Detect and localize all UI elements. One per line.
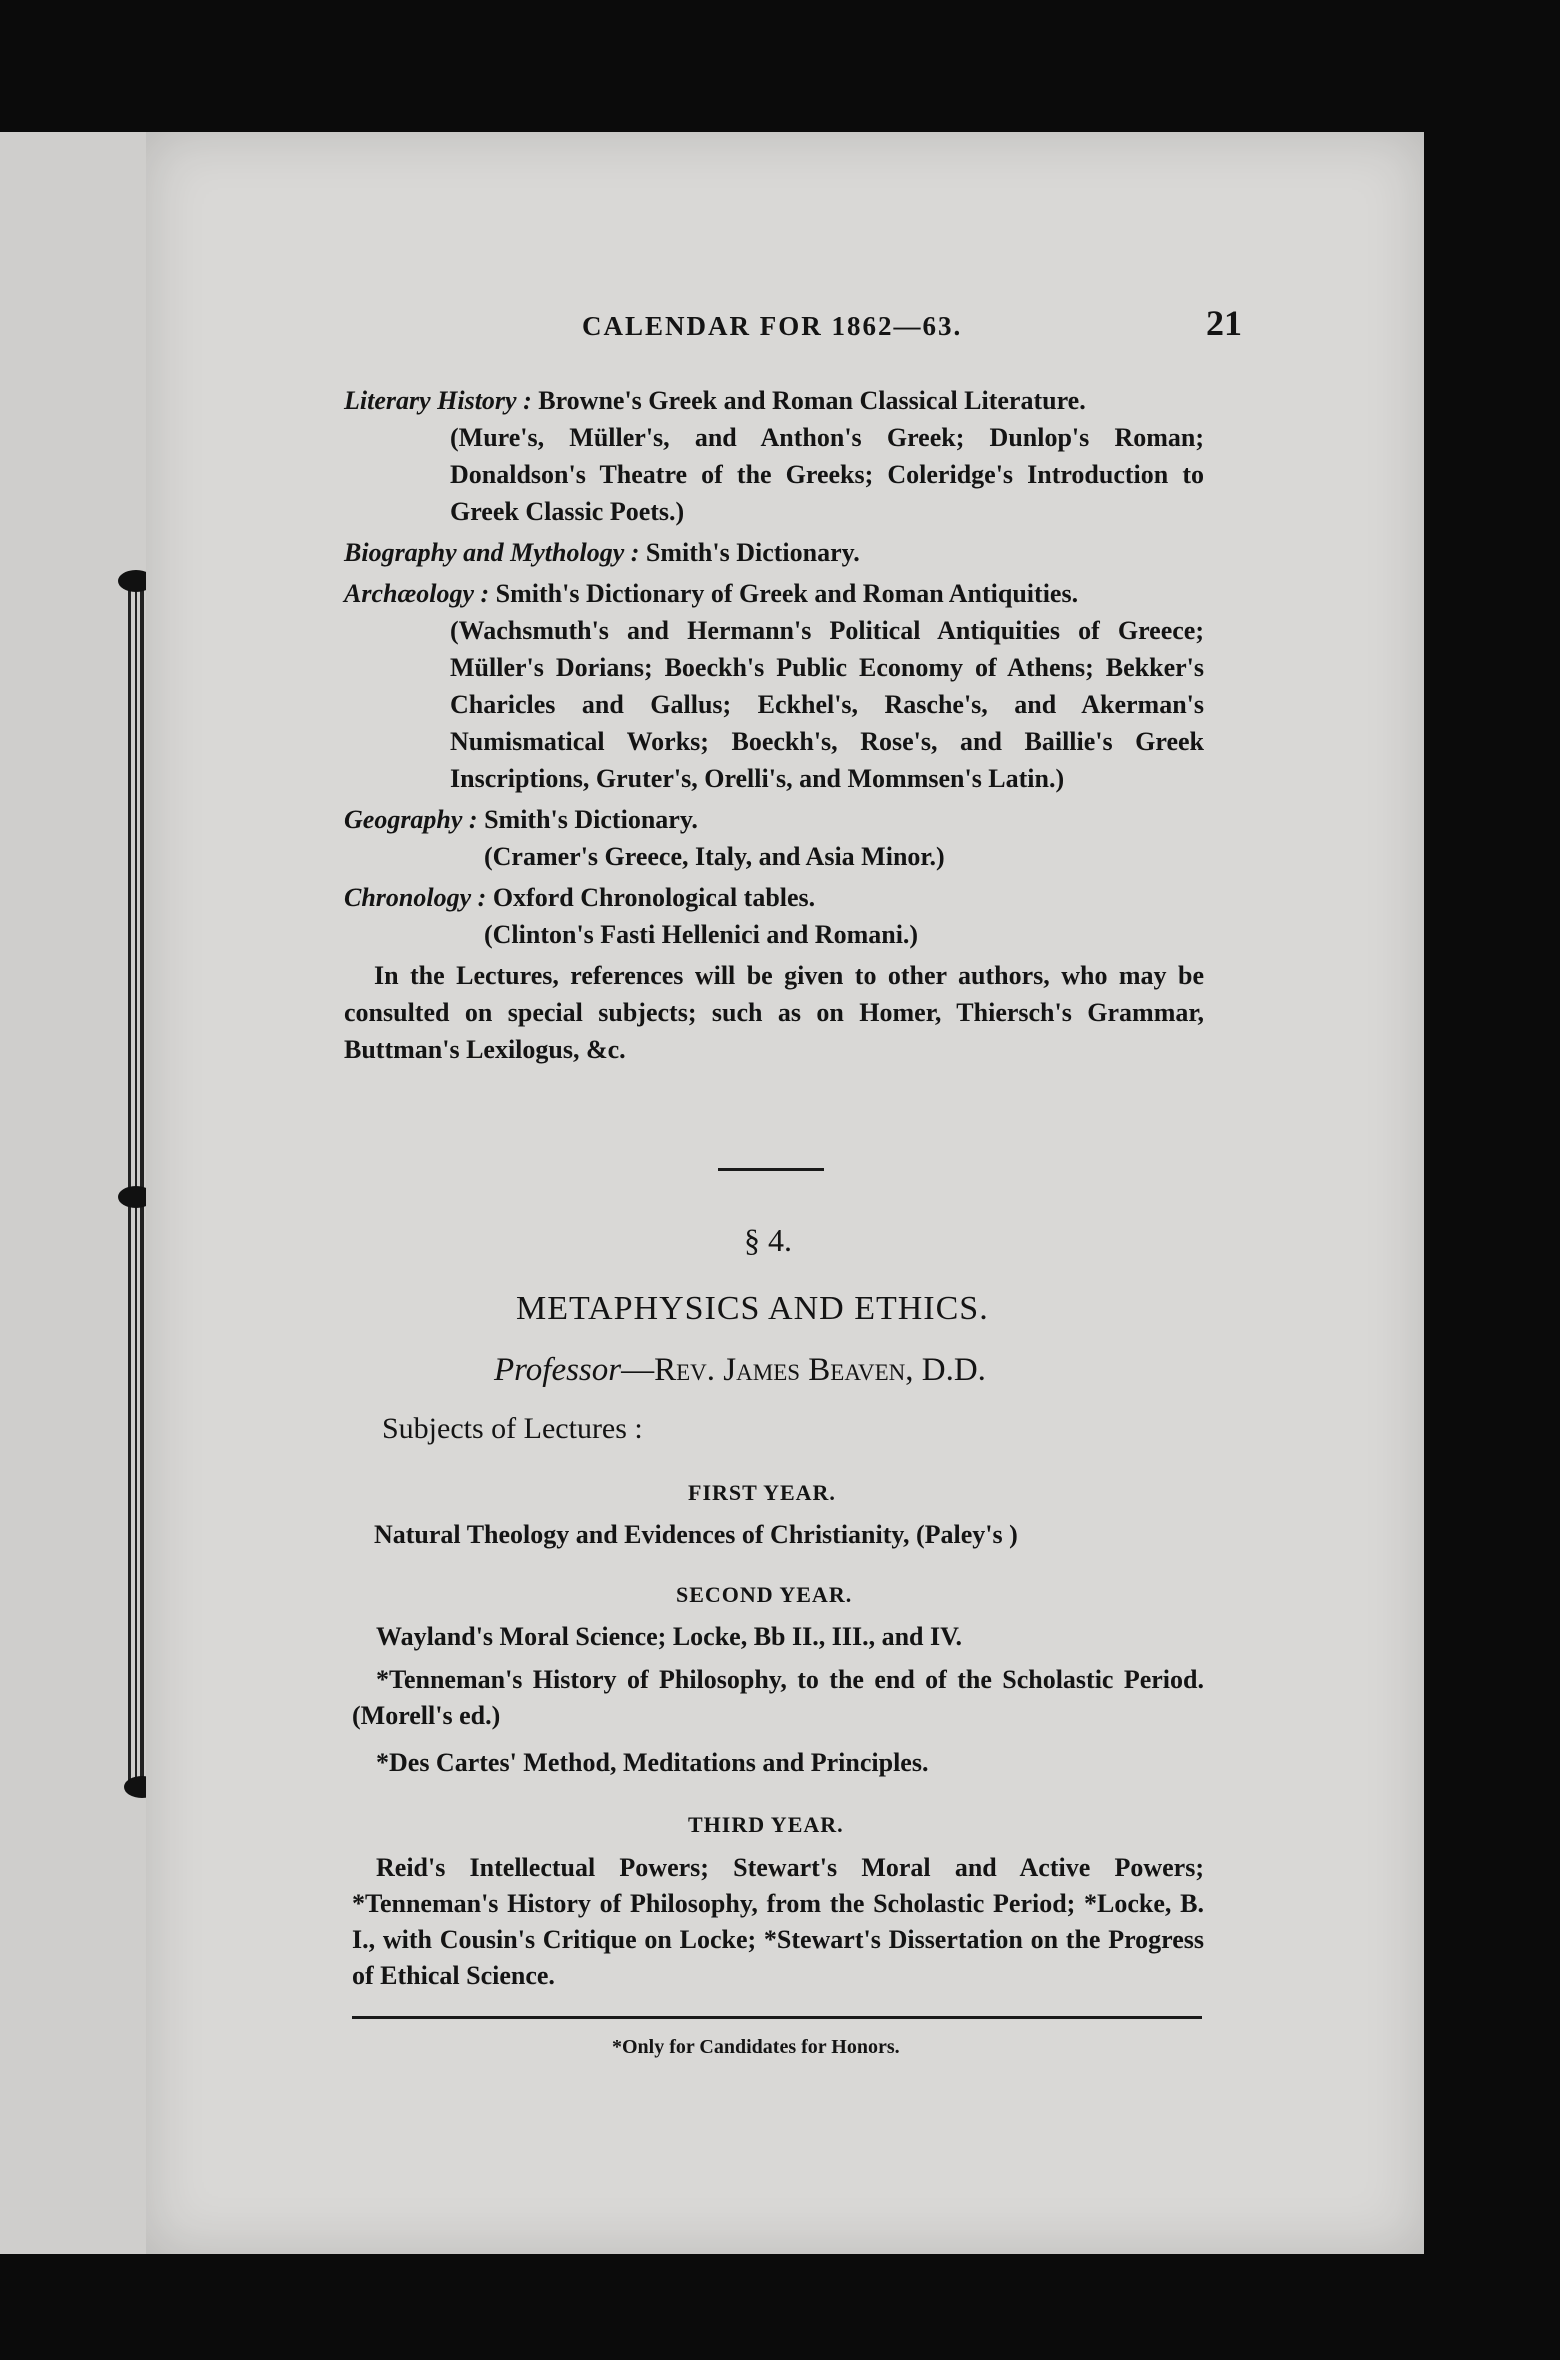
third-year-text: Reid's Intellectual Powers; Stewart's Moral and Active Powers; *Tenneman's History of Philosophy, from the Scholastic Period; *Locke, B. I., with Cousin's Critique on Locke; *Stewart's Dissertation on the Progress of Ethical Science. (352, 1853, 1204, 1990)
entry-chronology: Chronology : Oxford Chronological tables. (Clinton's Fasti Hellenici and Romani.) (344, 883, 919, 949)
section-divider (718, 1168, 824, 1171)
section-title: METAPHYSICS AND ETHICS. (516, 1290, 989, 1327)
first-year-line: Natural Theology and Evidences of Christianity, (Paley's ) (374, 1520, 1018, 1549)
page-header (582, 302, 1242, 344)
subjects-label: Subjects of Lectures : (382, 1412, 643, 1445)
footnote: *Only for Candidates for Honors. (612, 2036, 900, 2058)
third-year-block (352, 1850, 1204, 1994)
entry-geography: Geography : Smith's Dictionary. (Cramer's Greece, Italy, and Asia Minor.) (344, 805, 945, 871)
entry-literary-history: Literary History : Browne's Greek and Roman Classical Literature. (Mure's, Müller's, and Anthon's Greek; Dunlop's Roman; Donaldson's Theatre of the Greeks; Coleridge's Introduction to Greek Classic Poets.) (344, 386, 1204, 526)
lectures-paragraph: In the Lectures, references will be given to other authors, who may be consulted on special subjects; such as on Homer, Thiersch's Grammar, Buttman's Lexilogus, &c. (344, 961, 1204, 1064)
first-year-heading: FIRST YEAR. (688, 1480, 836, 1505)
second-year-block (352, 1662, 1204, 1734)
footnote-rule (352, 2016, 1202, 2019)
entry-biography: Biography and Mythology : Smith's Dictionary. (344, 538, 860, 567)
entry-archaeology: Archæology : Smith's Dictionary of Greek and Roman Antiquities. (Wachsmuth's and Hermann's Political Antiquities of Greece; Müller's Dorians; Boeckh's Public Economy of Athens; Bekker's Charicles and Gallus; Eckhel's, Rasche's, and Akerman's Numismatical Works; Boeckh's, Rose's, and Baillie's Greek Inscriptions, Gruter's, Orelli's, and Mommsen's Latin.) (344, 579, 1204, 793)
second-year-line: Wayland's Moral Science; Locke, Bb II., III., and IV. (376, 1622, 963, 1651)
second-year-line: *Tenneman's History of Philosophy, to the end of the Scholastic Period. (Morell's ed.) (352, 1665, 1204, 1730)
third-year-heading: THIRD YEAR. (688, 1812, 844, 1837)
second-year-line: *Des Cartes' Method, Meditations and Principles. (376, 1748, 929, 1777)
page-number: 21 (1206, 303, 1242, 343)
section-number: § 4. (744, 1222, 792, 1258)
professor-line: Professor—Rev. James Beaven, D.D. (494, 1352, 986, 1388)
book-binding (128, 580, 144, 1790)
second-year-heading: SECOND YEAR. (676, 1582, 853, 1607)
running-head: CALENDAR FOR 1862—63. (582, 311, 963, 341)
reading-list (344, 382, 1204, 1068)
